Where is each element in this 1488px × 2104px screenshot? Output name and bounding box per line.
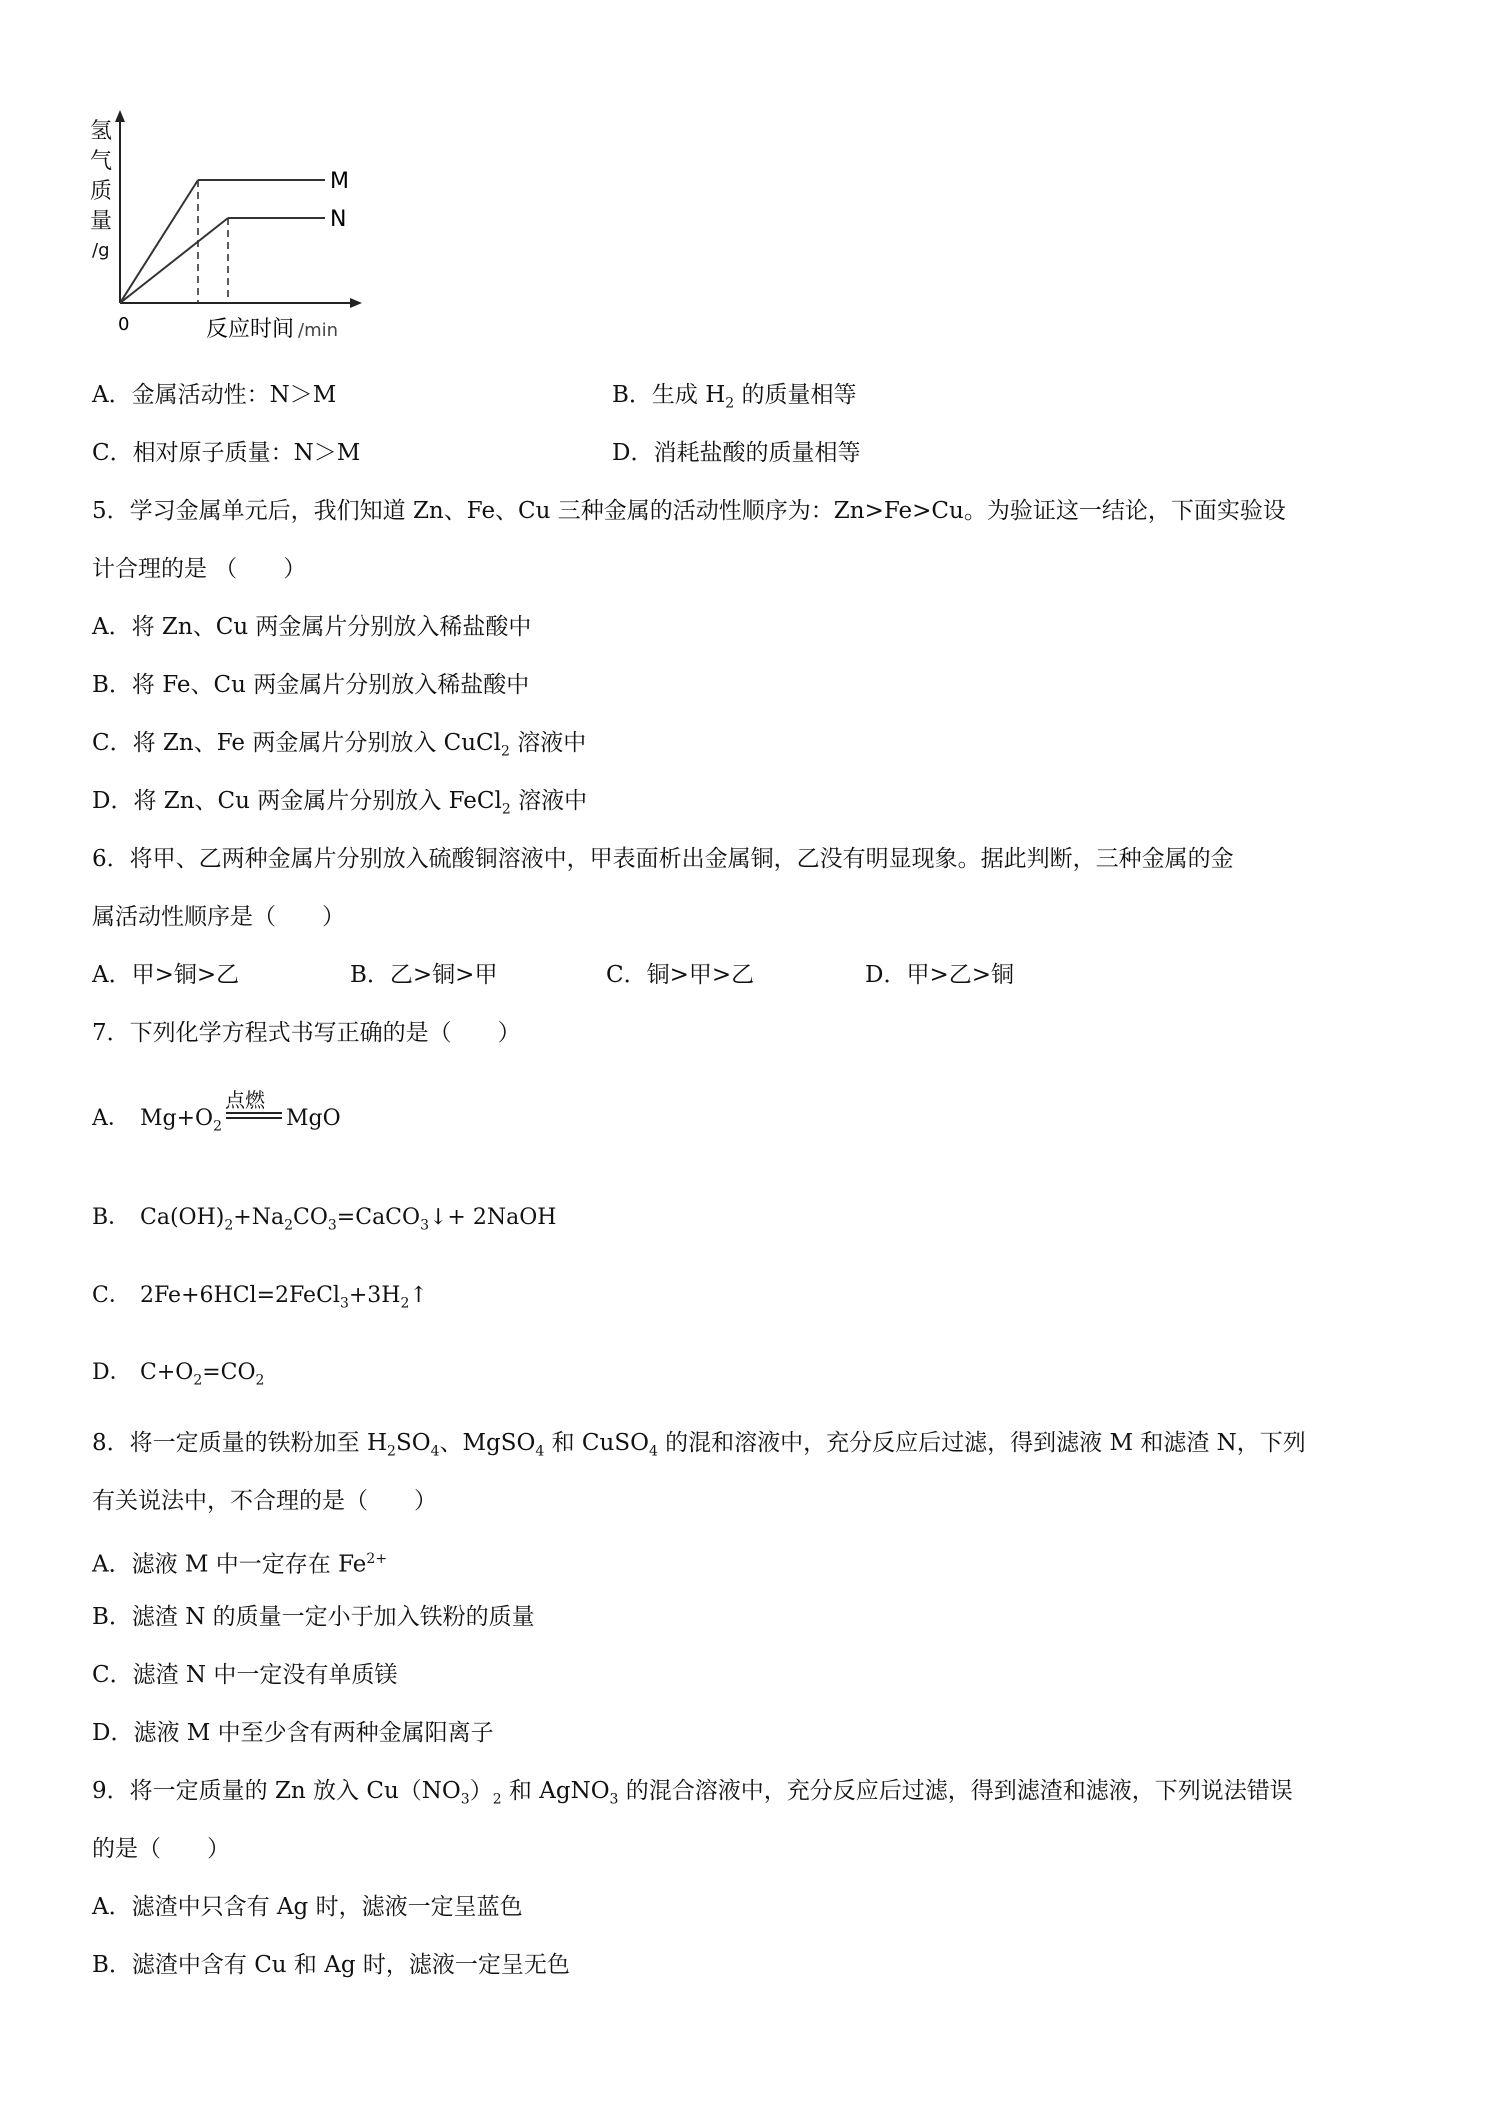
y-axis-label — [90, 119, 112, 261]
q7-a-label: A． — [92, 1106, 130, 1131]
q4-option-d: D．消耗盐酸的质量相等 — [612, 440, 861, 466]
ylabel-char-1: 氢 — [90, 119, 113, 144]
q9-option-b: B．滤渣中含有 Cu 和 Ag 时，滤液一定呈无色 — [92, 1952, 570, 1978]
q7-b-label: B． — [92, 1205, 131, 1230]
q4-b-sub: 2 — [725, 395, 735, 412]
q8-option-c: C．滤渣 N 中一定没有单质镁 — [92, 1662, 398, 1688]
ylabel-char-5: /g — [92, 240, 110, 261]
hydrogen-mass-graph — [80, 108, 380, 348]
q8-stem-mid1: SO — [395, 1430, 431, 1456]
q9-stem-pre: 9．将一定质量的 Zn 放入 Cu（NO — [92, 1778, 461, 1804]
q5-stem-line-2: 计合理的是 （ ） — [92, 556, 307, 582]
q7-a-condition: 点燃 — [225, 1088, 265, 1112]
q7-stem: 7．下列化学方程式书写正确的是（ ） — [92, 1020, 521, 1046]
series-m-rise — [120, 180, 198, 303]
series-n-label: N — [330, 207, 347, 232]
q8-option-d: D．滤液 M 中至少含有两种金属阳离子 — [92, 1720, 494, 1746]
q5-d-sub: 2 — [501, 801, 511, 818]
x-axis-unit: /min — [298, 320, 339, 341]
q5-option-d — [92, 786, 587, 825]
q5-option-c — [92, 728, 586, 767]
q5-c-pre: C．将 Zn、Fe 两金属片分别放入 CuCl — [92, 730, 502, 756]
q5-c-post: 溶液中 — [509, 730, 587, 756]
q9-stem-mid: ） — [469, 1778, 493, 1804]
q7-option-d: D． $C+O_2=CO_2$ — [92, 1360, 265, 1389]
q6-stem-line-1: 6．将甲、乙两种金属片分别放入硫酸铜溶液中，甲表面析出金属铜，乙没有明显现象。据此判断，三种金属的金 — [92, 846, 1234, 872]
q4-option-c: C．相对原子质量：N＞M — [92, 440, 361, 466]
q8-a-sup: 2+ — [366, 1551, 388, 1567]
q4-b-post: 的质量相等 — [734, 382, 857, 408]
q8-stem-line-2: 有关说法中，不合理的是（ ） — [92, 1488, 437, 1514]
q7-option-c: C． $2Fe+6HCl=2FeCl_3+3H_2↑$ — [92, 1283, 428, 1312]
q8-stem-mid2: 、MgSO — [439, 1430, 536, 1456]
q8-stem-mid3: 和 CuSO — [544, 1430, 649, 1456]
q8-option-b: B．滤渣 N 的质量一定小于加入铁粉的质量 — [92, 1604, 535, 1630]
q7-option-a: A． $Mg+O_2$ MgO — [92, 1106, 341, 1135]
q4-b-pre: B．生成 H — [612, 382, 726, 408]
q9-option-a: A．滤渣中只含有 Ag 时，滤液一定呈蓝色 — [92, 1894, 523, 1920]
q8-a-pre: A．滤液 M 中一定存在 Fe — [92, 1551, 367, 1578]
q8-stem-pre: 8．将一定质量的铁粉加至 H — [92, 1430, 388, 1456]
q6-option-b: B．乙>铜>甲 — [350, 962, 498, 988]
x-axis-arrow — [350, 298, 362, 308]
q7-c-label: C． — [92, 1283, 131, 1308]
q5-option-b: B．将 Fe、Cu 两金属片分别放入稀盐酸中 — [92, 672, 530, 698]
series-n-rise — [120, 218, 228, 303]
q6-option-a: A．甲>铜>乙 — [92, 962, 240, 988]
q6-stem-line-2: 属活动性顺序是（ ） — [92, 904, 345, 930]
q4-option-a: A．金属活动性：N＞M — [92, 382, 337, 408]
q5-d-post: 溶液中 — [510, 788, 588, 814]
q5-option-a: A．将 Zn、Cu 两金属片分别放入稀盐酸中 — [92, 614, 532, 640]
q5-stem-line-1: 5．学习金属单元后，我们知道 Zn、Fe、Cu 三种金属的活动性顺序为：Zn>Fe>Cu。为验证这一结论，下面实验设 — [92, 498, 1286, 524]
y-axis-arrow — [115, 110, 125, 122]
series-m-label: M — [330, 169, 349, 194]
x-axis-label: 反应时间 — [206, 317, 295, 342]
q9-stem-end: 的混合溶液中，充分反应后过滤，得到滤渣和滤液，下列说法错误 — [618, 1778, 1293, 1804]
q5-c-sub: 2 — [501, 743, 510, 760]
origin-label: 0 — [118, 314, 130, 335]
ylabel-char-2: 气 — [90, 149, 113, 174]
q9-stem-line-2: 的是（ ） — [92, 1836, 230, 1862]
ylabel-char-4: 量 — [90, 209, 113, 234]
q7-option-b: B． $Ca(OH)_2+Na_2CO_3=CaCO_3↓+$ 2NaOH — [92, 1205, 557, 1234]
q5-d-pre: D．将 Zn、Cu 两金属片分别放入 FeCl — [92, 788, 502, 814]
q7-d-label: D． — [92, 1360, 132, 1385]
ylabel-char-3: 质 — [90, 179, 113, 204]
q8-option-a — [92, 1544, 387, 1580]
q8-stem-post: 的混和溶液中，充分反应后过滤，得到滤液 M 和滤渣 N，下列 — [657, 1430, 1306, 1456]
q9-stem-line-1: 9．将一定质量的 Zn 放入 $Cu(NO_3)_2$ 和 AgNO$_3$ 的混合溶液中，充分反应后过滤，得到滤渣和滤液，下列说法错误 — [92, 1778, 1293, 1808]
q4-option-b — [612, 380, 857, 419]
q6-option-c: C．铜>甲>乙 — [606, 962, 755, 988]
q8-stem-line-1: 8．将一定质量的铁粉加至 $H_2SO_4$、MgSO$_4$ 和 CuSO$_4$ 的混和溶液中，充分反应后过滤，得到滤液 M 和滤渣 N，下列 — [92, 1430, 1306, 1460]
q9-stem-post: 和 AgNO — [501, 1778, 610, 1804]
q6-option-d: D．甲>乙>铜 — [865, 962, 1014, 988]
